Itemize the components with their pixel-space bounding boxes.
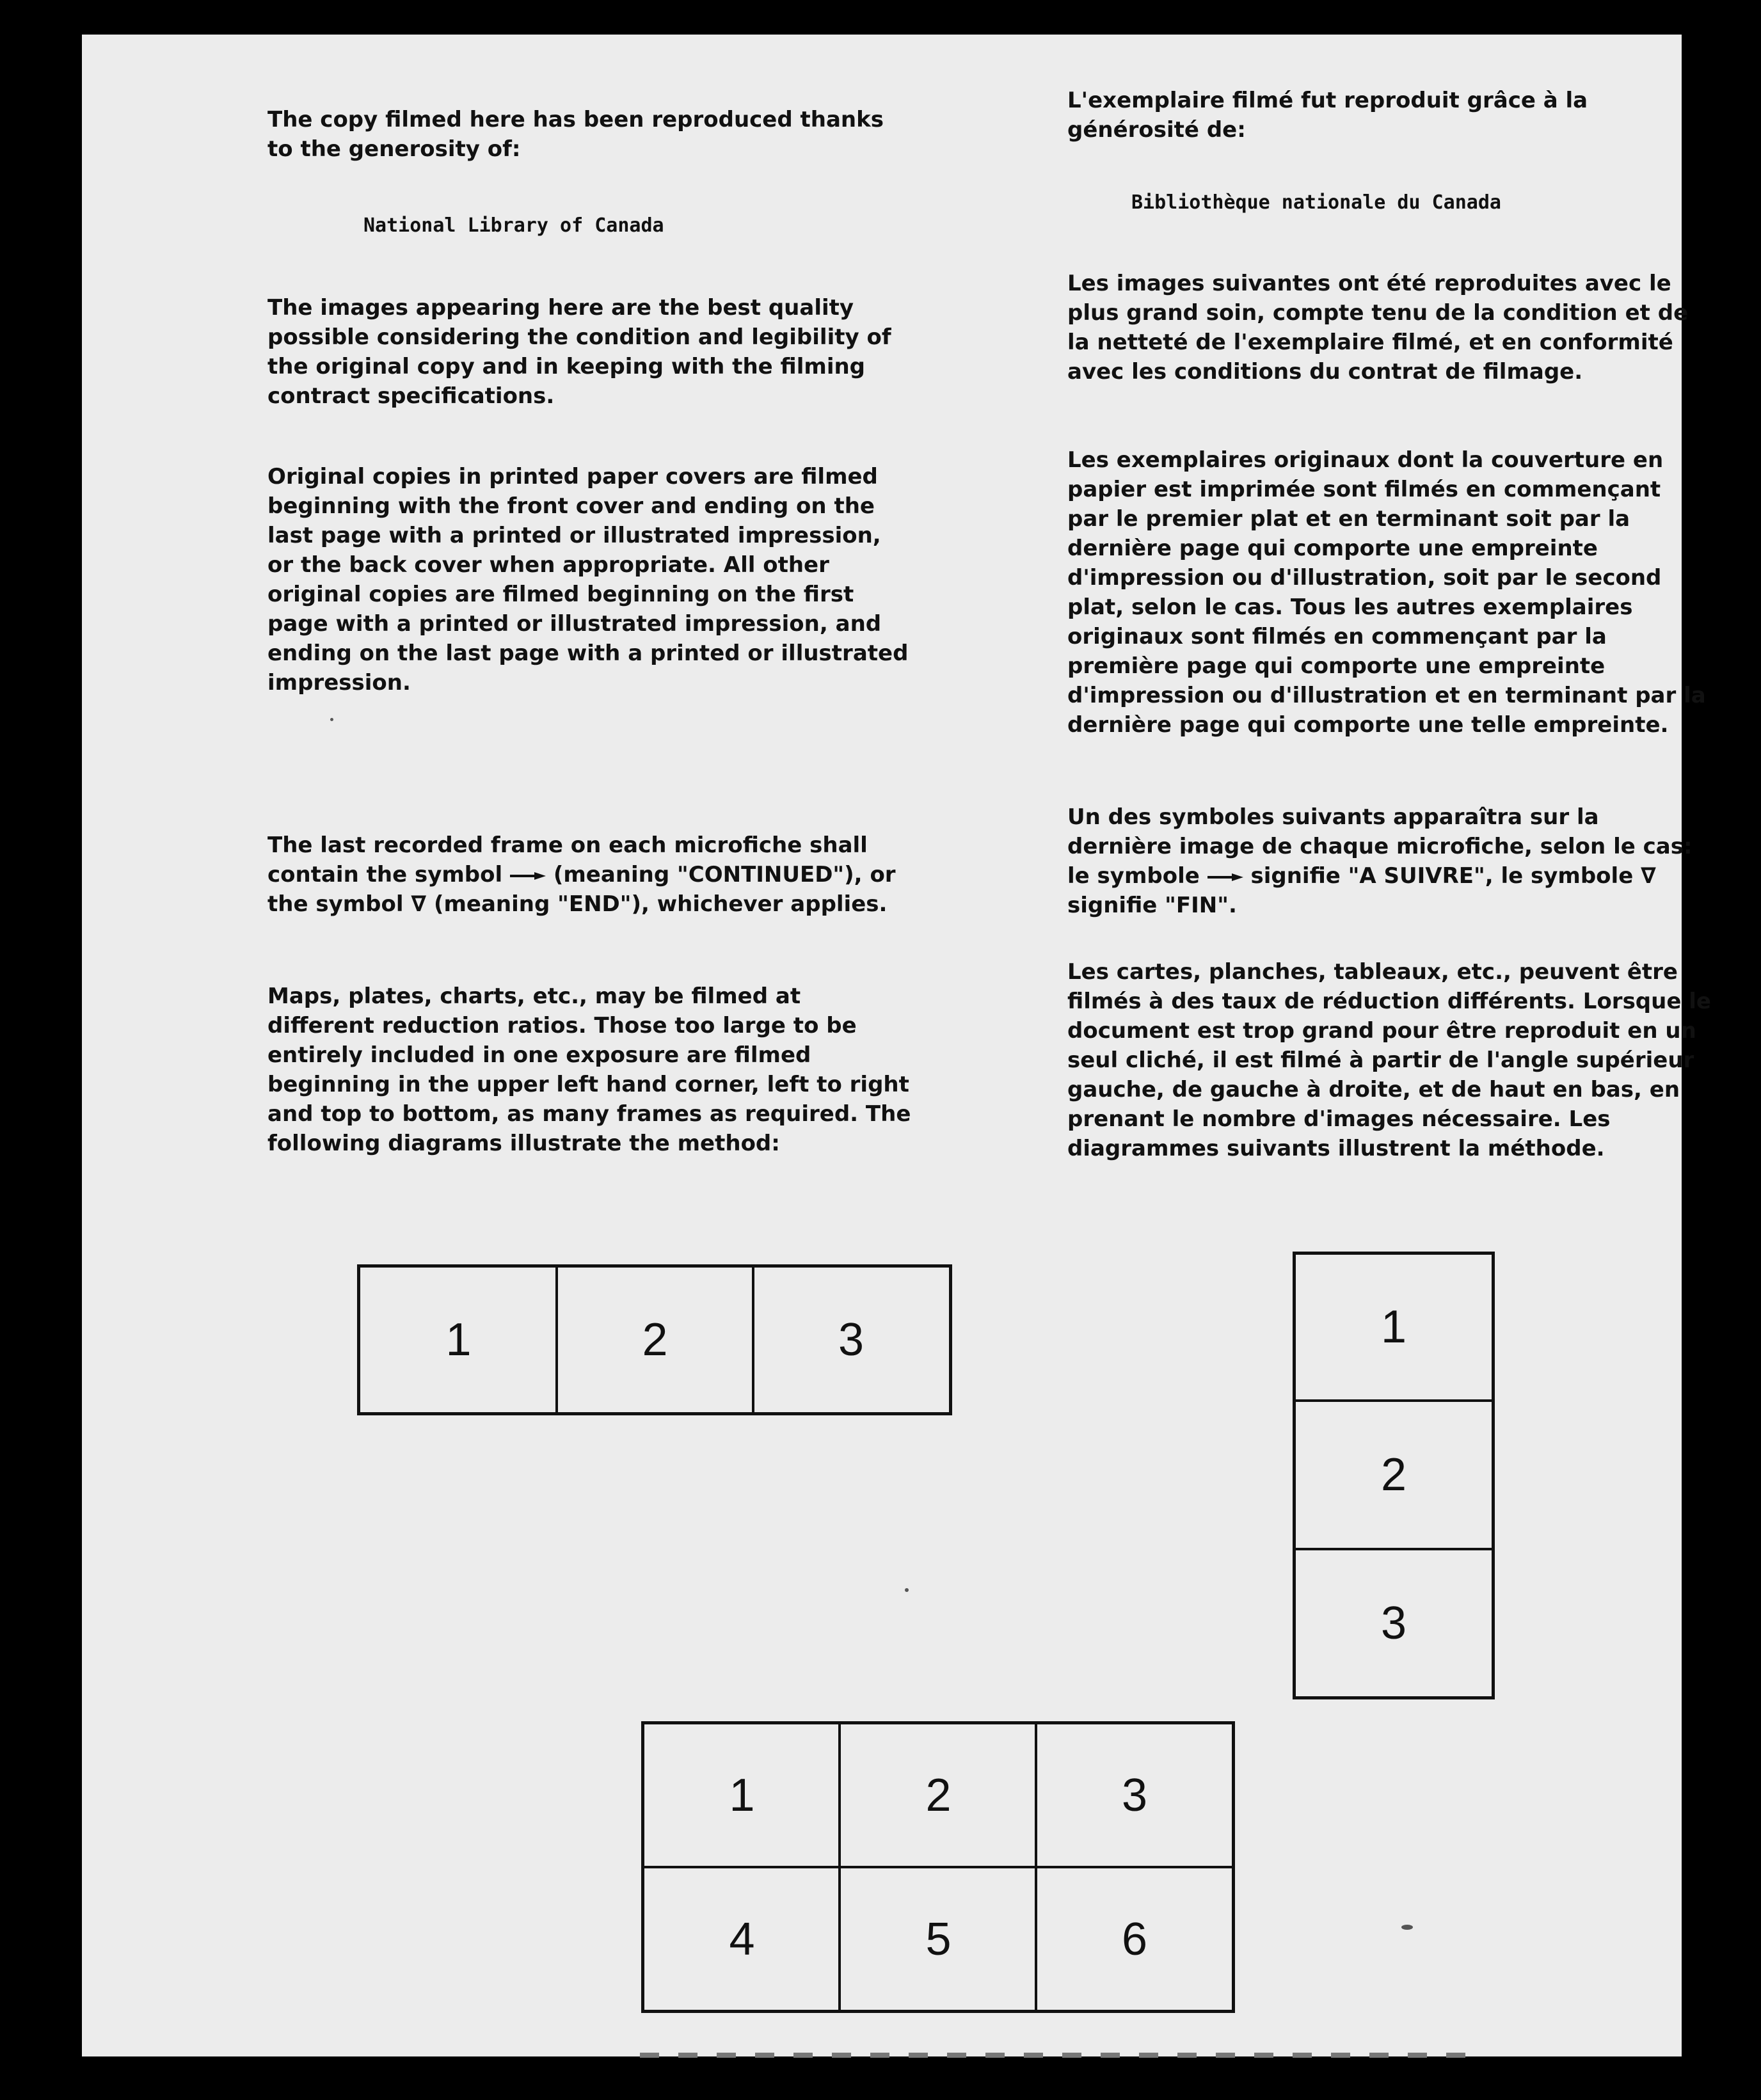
remerciement-text: L'exemplaire filmé fut reproduit grâce à la générosité de: <box>1067 88 1588 143</box>
dust-speck <box>905 1588 909 1592</box>
filming-order-text: Original copies in printed paper covers are filmed beginning with the front cover and ending on the last page with a printed or illustrated impression, or the back cover when appropriate. All other original copies are filmed beginning on the first page with a printed or illustrated impression, and ending on the last page with a printed or illustrated impression. <box>267 464 909 696</box>
frame-number: 2 <box>642 1314 668 1365</box>
symboles-text-c: signifie "FIN". <box>1067 893 1237 918</box>
grid-diagram <box>641 1721 1235 2013</box>
ordre-filmage-text: Les exemplaires originaux dont la couverture en papier est imprimée sont filmés en commençant par le premier plat et en terminant soit par la dernière page qui comporte une empreinte d'impression ou d'illustration, soit par le second plat, selon le cas. Tous les autres exemplaires originaux sont filmés en commençant par la première page qui comporte une empreinte d'impression ou d'illustration et en terminant par la dernière page qui comporte une telle empreinte. <box>1067 447 1706 738</box>
suivre-arrow-icon <box>1207 873 1243 881</box>
frame-number: 2 <box>925 1769 952 1821</box>
frame-number: 5 <box>925 1913 952 1965</box>
fin-triangle-icon: ∇ <box>1641 863 1656 889</box>
continued-arrow-icon <box>510 872 546 880</box>
frame-number: 3 <box>838 1314 865 1365</box>
frame-number: 3 <box>1121 1769 1148 1821</box>
frame-number: 3 <box>1380 1598 1407 1649</box>
row-diagram <box>357 1264 952 1415</box>
frame-number: 1 <box>729 1769 755 1821</box>
symboles-text <box>1067 802 1707 920</box>
end-triangle-icon: ∇ <box>411 891 427 917</box>
symbol-text <box>267 831 914 919</box>
frame-number: 2 <box>1380 1449 1407 1500</box>
column-diagram <box>1293 1252 1495 1699</box>
frame-number: 1 <box>1380 1301 1407 1353</box>
dust-speck <box>330 718 333 721</box>
symbol-text-b: (meaning "CONTINUED"), or the symbol <box>267 862 896 917</box>
bibliotheque-name: Bibliothèque nationale du Canada <box>1131 191 1501 214</box>
frame-number: 6 <box>1121 1913 1148 1965</box>
film-edge-artifact <box>640 2053 1472 2058</box>
qualite-text: Les images suivantes ont été reproduites avec le plus grand soin, compte tenu de la condition et de la netteté de l'exemplaire filmé, et en conformité avec les conditions du contrat de filmage. <box>1067 271 1689 385</box>
frame-number: 4 <box>729 1913 755 1965</box>
acknowledgement-text: The copy filmed here has been reproduced thanks to the generosity of: <box>267 107 884 162</box>
dust-speck <box>1401 1925 1413 1930</box>
symbol-text-c: (meaning "END"), whichever applies. <box>433 891 888 917</box>
image-quality-text: The images appearing here are the best quality possible considering the condition and legibility of the original copy and in keeping with the filming contract specifications. <box>267 295 891 409</box>
frame-number: 1 <box>445 1314 472 1365</box>
document-page <box>82 35 1711 2056</box>
cartes-text: Les cartes, planches, tableaux, etc., peuvent être filmés à des taux de réduction différents. Lorsque le document est trop grand pour être reproduit en un seul cliché, il est filmé à partir de l'angle supérieur gauche, de gauche à droite, et de haut en bas, en prenant le nombre d'images nécessaire. Les diagrammes suivants illustrent la méthode. <box>1067 959 1711 1161</box>
library-name: National Library of Canada <box>363 214 664 237</box>
symbol-text-a: The last recorded frame on each microfiche shall contain the symbol <box>267 832 868 887</box>
symboles-text-a: Un des symboles suivants apparaîtra sur la dernière image de chaque microfiche, selon le cas: le symbole <box>1067 804 1693 889</box>
symboles-text-b: signifie "A SUIVRE", le symbole <box>1250 863 1634 889</box>
maps-text: Maps, plates, charts, etc., may be filmed at different reduction ratios. Those too large to be entirely included in one exposure are filmed beginning in the upper left hand corner, left to right and top to bottom, as many frames as required. The following diagrams illustrate the method: <box>267 983 911 1156</box>
